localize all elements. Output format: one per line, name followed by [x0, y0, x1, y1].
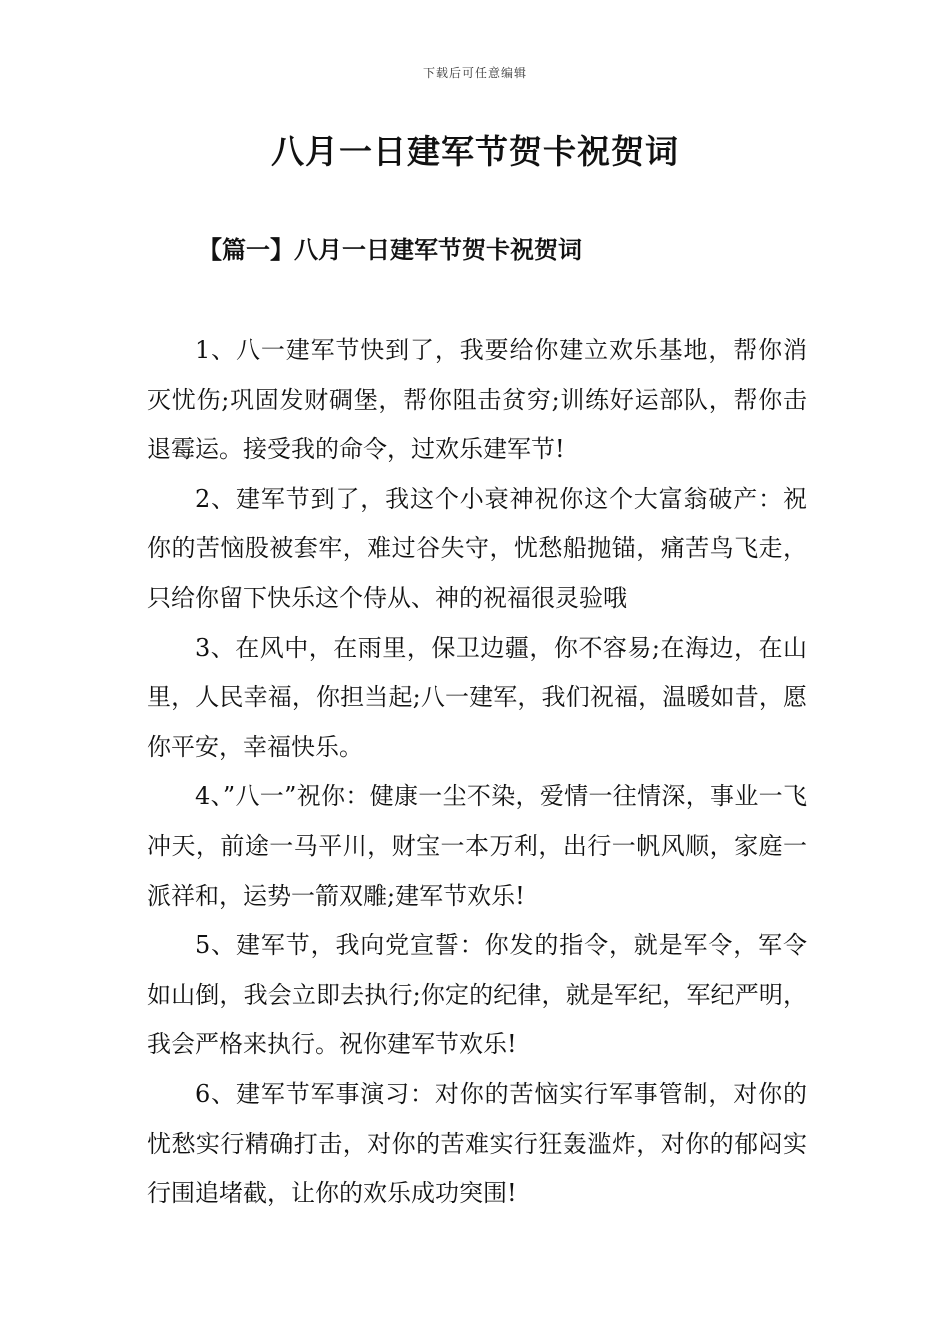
paragraph-3: 3、在风中，在雨里，保卫边疆，你不容易;在海边，在山里，人民幸福，你担当起;八一建军，我们祝福，温暖如昔，愿你平安，幸福快乐。: [147, 633, 807, 761]
header-note: 下载后可任意编辑: [422, 66, 527, 80]
document-title: 八月一日建军节贺卡祝贺词: [271, 132, 679, 171]
paragraph-4: 4、”八一”祝你：健康一尘不染，爱情一往情深，事业一飞冲天，前途一马平川，财宝一本万利，出行一帆风顺，家庭一派祥和，运势一箭双雕;建军节欢乐!: [147, 782, 807, 910]
body-text: [147, 326, 807, 1219]
paragraph-2: 2、建军节到了，我这个小衰神祝你这个大富翁破产：祝你的苦恼股被套牢，难过谷失守，忧愁船抛锚，痛苦鸟飞走，只给你留下快乐这个侍从、神的祝福很灵验哦: [147, 484, 807, 612]
paragraph-1: 1、八一建军节快到了，我要给你建立欢乐基地，帮你消灭忧伤;巩固发财碉堡，帮你阻击贫穷;训练好运部队，帮你击退霉运。接受我的命令，过欢乐建军节!: [147, 336, 807, 464]
paragraph-5: 5、建军节，我向党宣誓：你发的指令，就是军令，军令如山倒，我会立即去执行;你定的纪律，就是军纪，军纪严明，我会严格来执行。祝你建军节欢乐!: [147, 931, 807, 1059]
paragraph-6: 6、建军节军事演习：对你的苦恼实行军事管制，对你的忧愁实行精确打击，对你的苦难实行狂轰滥炸，对你的郁闷实行围追堵截，让你的欢乐成功突围!: [147, 1079, 807, 1208]
section-heading: 【篇一】八月一日建军节贺卡祝贺词: [198, 235, 582, 264]
